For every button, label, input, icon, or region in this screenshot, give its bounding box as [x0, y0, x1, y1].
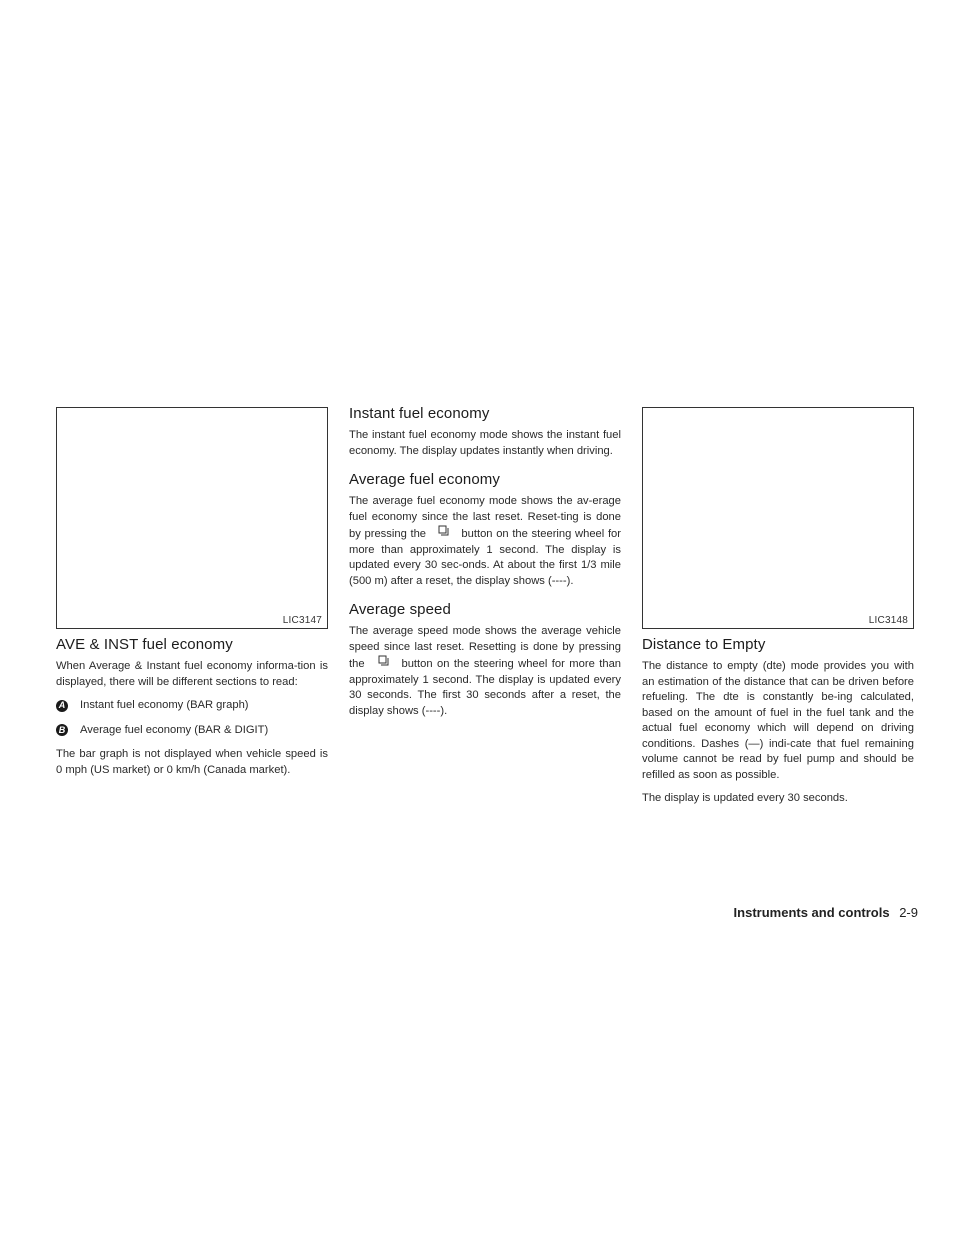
- page-footer: [734, 905, 918, 920]
- section-title: AVE & INST fuel economy: [56, 636, 233, 653]
- list-item-text: Instant fuel economy (BAR graph): [80, 699, 249, 711]
- figure-lic3148: [642, 407, 914, 629]
- paragraph: [349, 494, 621, 589]
- footer-section-title: Instruments and controls: [733, 905, 890, 920]
- figure-label: LIC3148: [868, 615, 908, 626]
- text-part: button on the steering wheel for more than approximately 1 second. The display is updated every 30 seconds. The first 30 seconds after a reset, the display shows (----).: [349, 658, 622, 717]
- paragraph: The display is updated every 30 seconds.: [642, 792, 848, 804]
- callout-marker-a: A: [56, 700, 68, 712]
- list-item: [56, 698, 328, 714]
- page-number: 2-9: [899, 905, 918, 920]
- text-part: The average fuel economy mode shows the av-erage fuel economy since the last reset. Reset-ting is done by pressing the: [349, 495, 621, 540]
- reset-button-icon: [430, 525, 458, 542]
- list-item: [56, 723, 328, 739]
- reset-button-icon: [369, 655, 397, 672]
- section-column-2: [349, 405, 621, 727]
- section-title: Distance to Empty: [642, 636, 766, 653]
- list-item-text: Average fuel economy (BAR & DIGIT): [80, 723, 269, 736]
- paragraph: [349, 624, 621, 719]
- section-title: Average fuel economy: [349, 471, 500, 488]
- paragraph: The distance to empty (dte) mode provides you with an estimation of the distance that can be driven before refueling. The dte is constantly be-ing calculated, based on the amount of fuel in the fuel tank and the actual fuel economy which will depend on driving conditions. Dashes (—) indi-cate that fuel remaining volume cannot be read by fuel pump and should be refilled as soon as possible.: [642, 660, 914, 781]
- paragraph: The instant fuel economy mode shows the instant fuel economy. The display updates instantly when driving.: [349, 429, 621, 457]
- callout-marker-b: B: [56, 724, 68, 736]
- section-ave-inst: [56, 636, 328, 786]
- section-title: Average speed: [349, 601, 451, 618]
- paragraph: When Average & Instant fuel economy informa-tion is displayed, there will be different sections to read:: [56, 660, 328, 688]
- figure-label: LIC3147: [282, 615, 322, 626]
- section-distance-to-empty: [642, 636, 914, 815]
- text-part: button on the steering wheel for more than approximately 1 second. The display is updated every 30 sec-onds. At about the first 1/3 mile (500 m) after a reset, the display shows (----).: [349, 528, 622, 587]
- paragraph: The bar graph is not displayed when vehicle speed is 0 mph (US market) or 0 km/h (Canada market).: [56, 748, 328, 776]
- section-title: Instant fuel economy: [349, 405, 490, 422]
- figure-lic3147: [56, 407, 328, 629]
- text-part: The average speed mode shows the average vehicle speed since last reset. Resetting is done by pressing the: [349, 625, 621, 670]
